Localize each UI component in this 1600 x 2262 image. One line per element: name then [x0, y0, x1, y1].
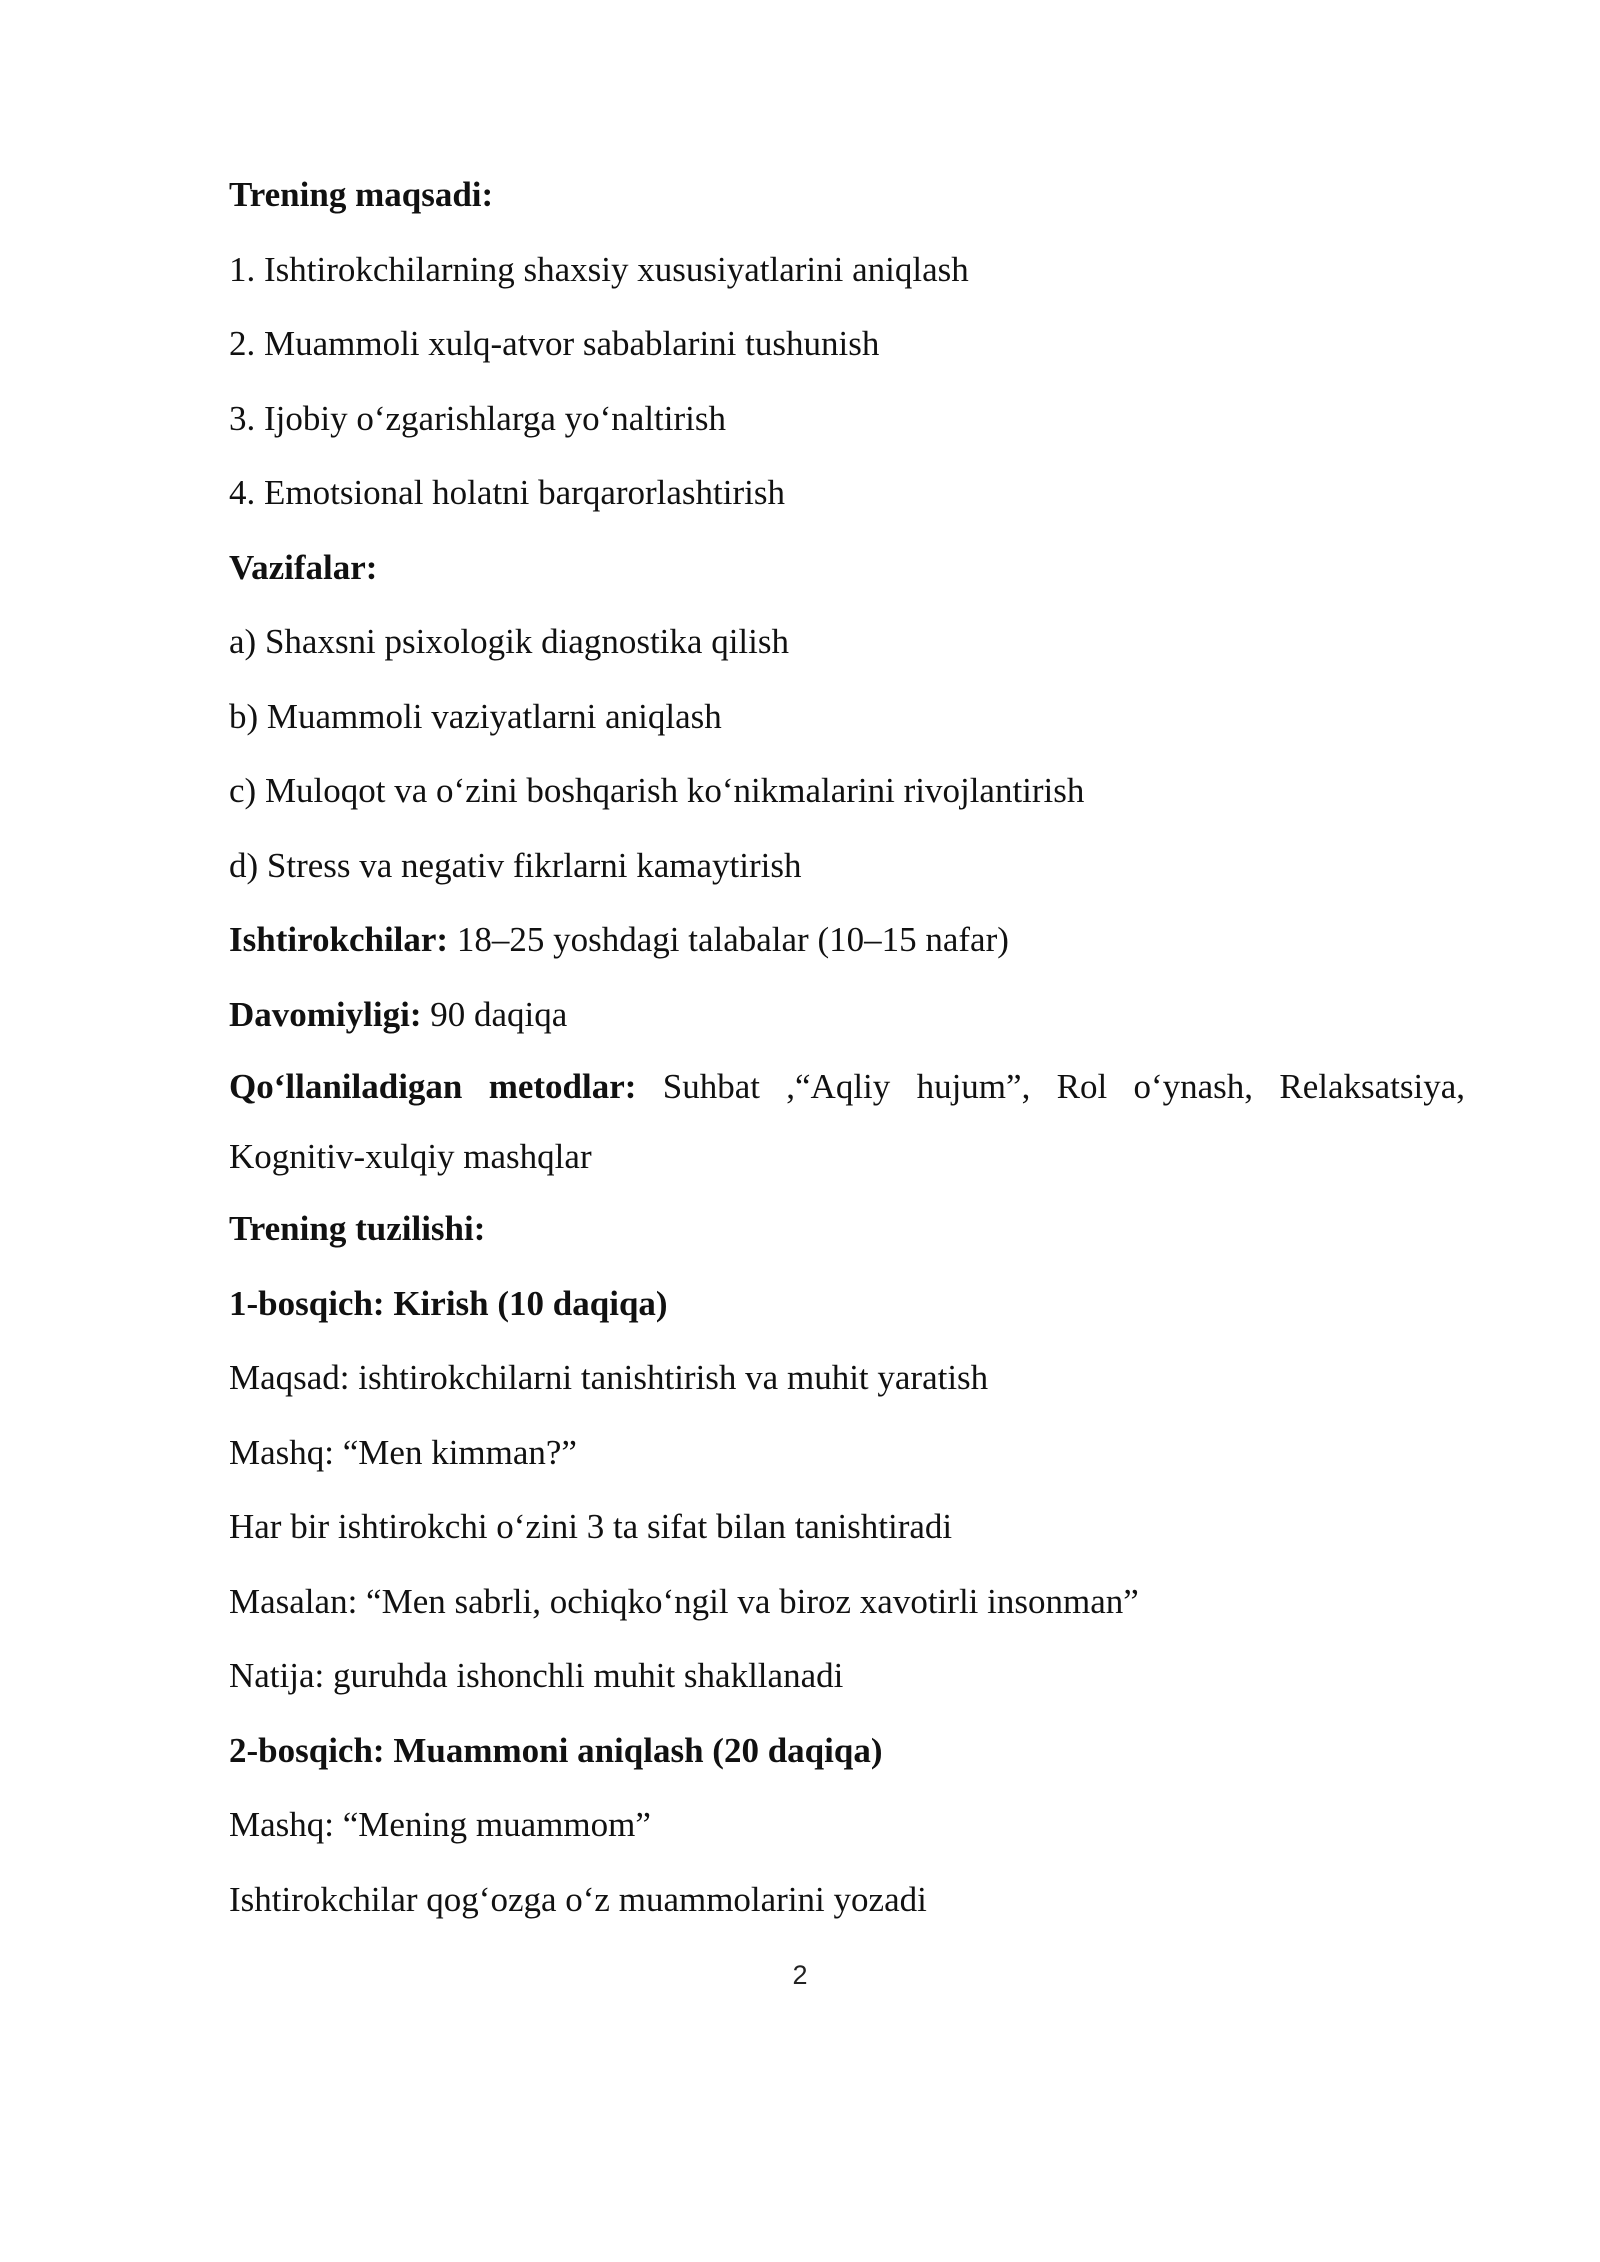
tasks-heading: Vazifalar:	[229, 547, 378, 587]
stage1-instruction: Har bir ishtirokchi o‘zini 3 ta sifat bilan tanishtiradi	[229, 1507, 953, 1546]
stage2-instruction: Ishtirokchilar qog‘ozga o‘z muammolarini yozadi	[229, 1879, 927, 1919]
participants-value: 18–25 yoshdagi talabalar (10–15 nafar)	[448, 920, 1009, 959]
methods-paragraph	[229, 1052, 1465, 1192]
stage1-heading: 1-bosqich: Kirish (10 daqiqa)	[229, 1283, 668, 1323]
goal-item-3: 3. Ijobiy o‘zgarishlarga yo‘naltirish	[229, 398, 727, 438]
participants-line	[229, 903, 1465, 978]
duration-line	[229, 978, 1465, 1053]
stage2-exercise: Mashq: “Mening muammom”	[229, 1805, 651, 1844]
duration-label: Davomiyligi:	[229, 994, 422, 1034]
task-item-c: c) Muloqot va o‘zini boshqarish ko‘nikmalarini rivojlantirish	[229, 771, 1085, 810]
goal-item-2: 2. Muammoli xulq-atvor sabablarini tushunish	[229, 324, 880, 363]
task-item-d: d) Stress va negativ fikrlarni kamaytirish	[229, 845, 802, 885]
stage1-exercise: Mashq: “Men kimman?”	[229, 1432, 577, 1472]
structure-heading: Trening tuzilishi:	[229, 1209, 486, 1248]
duration-value: 90 daqiqa	[421, 994, 568, 1034]
stage1-result: Natija: guruhda ishonchli muhit shakllanadi	[229, 1656, 844, 1695]
stage1-goal: Maqsad: ishtirokchilarni tanishtirish va muhit yaratish	[229, 1358, 989, 1397]
methods-continuation: Kognitiv-xulqiy mashqlar	[229, 1137, 592, 1176]
task-item-a: a) Shaxsni psixologik diagnostika qilish	[229, 622, 789, 661]
methods-label: Qo‘llaniladigan metodlar:	[229, 1067, 637, 1106]
page-content	[229, 158, 1465, 1937]
goal-heading: Trening maqsadi:	[229, 175, 494, 214]
participants-label: Ishtirokchilar:	[229, 920, 449, 959]
task-item-b: b) Muammoli vaziyatlarni aniqlash	[229, 696, 722, 736]
stage1-example: Masalan: “Men sabrli, ochiqko‘ngil va biroz xavotirli insonman”	[229, 1581, 1139, 1621]
stage2-heading: 2-bosqich: Muammoni aniqlash (20 daqiqa)	[229, 1730, 883, 1770]
methods-value: Suhbat ,“Aqliy hujum”, Rol o‘ynash, Relaksatsiya,	[636, 1067, 1466, 1106]
goal-item-4: 4. Emotsional holatni barqarorlashtirish	[229, 473, 786, 512]
goal-item-1: 1. Ishtirokchilarning shaxsiy xususiyatlarini aniqlash	[229, 249, 969, 289]
methods-first-line	[229, 1052, 1465, 1122]
page-number: 2	[792, 1960, 808, 1990]
